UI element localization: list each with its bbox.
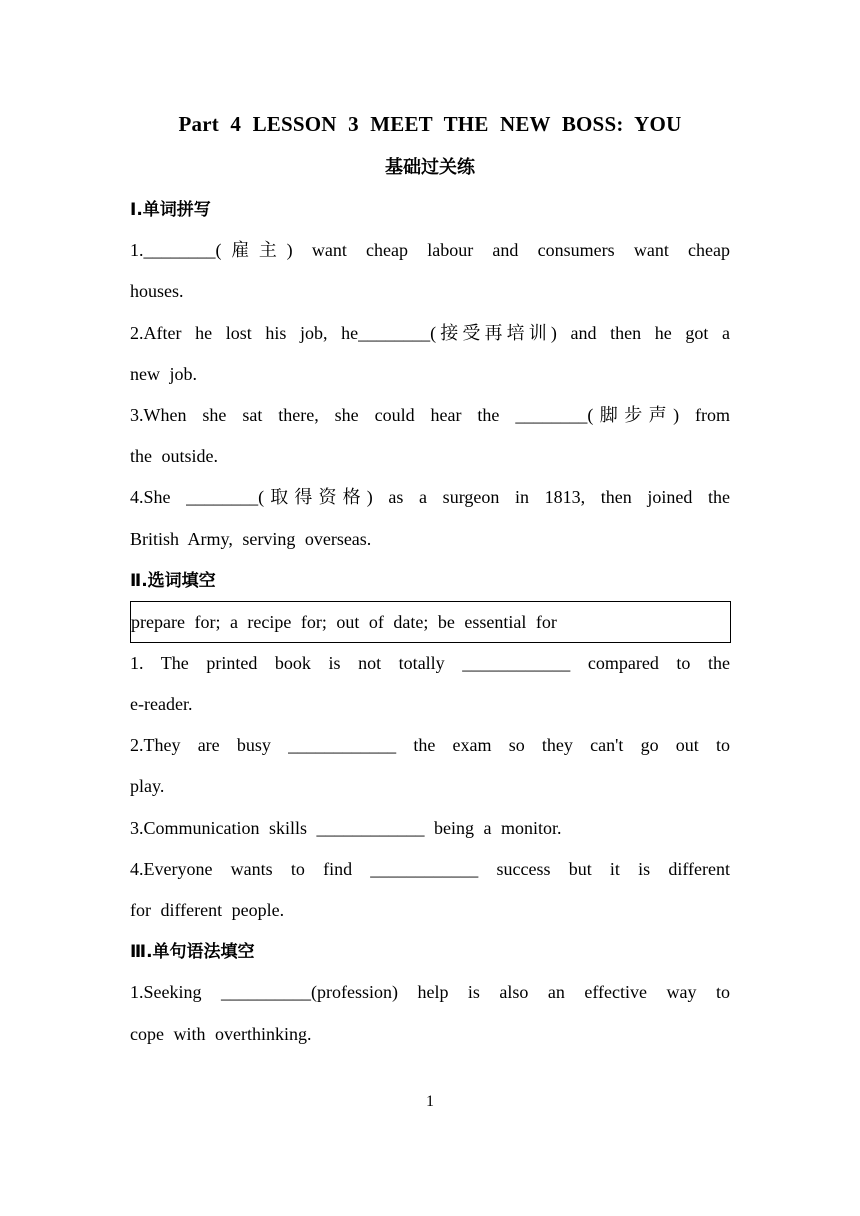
question-line: the outside. [130, 446, 218, 467]
section-heading-3: Ⅲ.单句语法填空 [130, 942, 255, 963]
section-heading-1: Ⅰ.单词拼写 [130, 200, 211, 220]
question-line: for different people. [130, 900, 285, 920]
question-line: British Army, serving overseas. [130, 528, 372, 549]
question-line: 3.When she sat there, she could hear the ________(脚步声) from [130, 404, 730, 425]
page-subtitle: 基础过关练 [385, 157, 475, 178]
question-line: 2.After he lost his job, he________(接受再培训) and then he got a [130, 322, 730, 343]
question-line: 4.Everyone wants to find ____________ success but it is different [130, 858, 730, 879]
page-title: Part 4 LESSON 3 MEET THE NEW BOSS: YOU [178, 112, 682, 136]
section-heading-2: Ⅱ.选词填空 [130, 570, 216, 591]
question-line: cope with overthinking. [130, 1023, 312, 1044]
question-line: 4.She ________(取得资格) as a surgeon in 1813, then joined the [130, 487, 730, 508]
question-line: new job. [130, 363, 197, 384]
exercise-content [130, 189, 730, 1055]
question-line: 1. The printed book is not totally ____________ compared to the [130, 652, 730, 673]
question-line: play. [130, 776, 165, 797]
question-line: 1.________(雇主) want cheap labour and consumers want cheap [130, 240, 730, 261]
question-line: 2.They are busy ____________ the exam so they can't go out to [130, 735, 730, 756]
page-number: 1 [426, 1093, 434, 1110]
question-line: houses. [130, 281, 184, 302]
question-line: 3.Communication skills ____________ being a monitor. [130, 817, 562, 838]
question-line: 1.Seeking __________(profession) help is also an effective way to [130, 982, 730, 1003]
question-line: e-reader. [130, 694, 193, 715]
word-bank-box: prepare for; a recipe for; out of date; be essential for [130, 601, 731, 643]
